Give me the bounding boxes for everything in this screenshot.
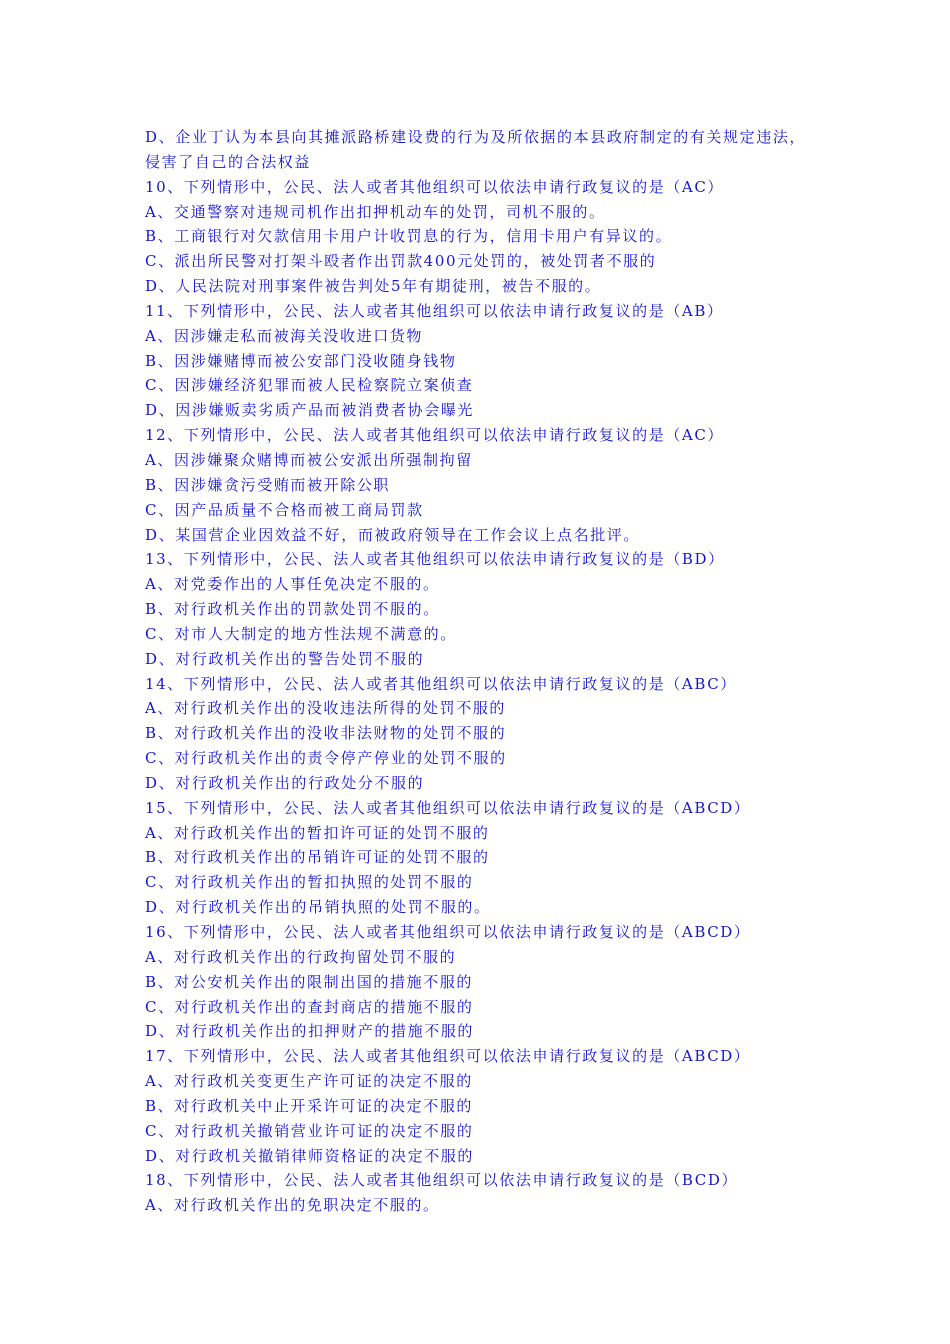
option-line: A、因涉嫌走私而被海关没收进口货物 — [145, 326, 424, 345]
question-line: 10、下列情形中，公民、法人或者其他组织可以依法申请行政复议的是（AC） — [145, 177, 724, 196]
question-line: 18、下列情形中，公民、法人或者其他组织可以依法申请行政复议的是（BCD） — [145, 1171, 739, 1190]
option-line: D、因涉嫌贩卖劣质产品而被消费者协会曝光 — [145, 401, 475, 420]
option-line: C、派出所民警对打架斗殴者作出罚款400元处罚的，被处罚者不服的 — [145, 252, 657, 271]
option-line: C、对行政机关作出的责令停产停业的处罚不服的 — [145, 749, 507, 768]
question-line: 12、下列情形中，公民、法人或者其他组织可以依法申请行政复议的是（AC） — [145, 426, 724, 445]
option-line: C、对行政机关作出的暂扣执照的处罚不服的 — [145, 873, 474, 892]
option-line: C、对行政机关作出的查封商店的措施不服的 — [145, 997, 474, 1016]
document-body — [145, 125, 825, 1218]
option-line: D、人民法院对刑事案件被告判处5年有期徒刑，被告不服的。 — [145, 277, 602, 296]
question-line: 16、下列情形中，公民、法人或者其他组织可以依法申请行政复议的是（ABCD） — [145, 923, 751, 941]
option-line: C、因产品质量不合格而被工商局罚款 — [145, 500, 424, 519]
option-line: A、对行政机关作出的没收违法所得的处罚不服的 — [145, 699, 507, 718]
option-line: D、对行政机关作出的行政处分不服的 — [145, 773, 425, 792]
option-line: A、对行政机关作出的免职决定不服的。 — [145, 1196, 440, 1215]
option-line: C、因涉嫌经济犯罪而被人民检察院立案侦查 — [145, 376, 474, 395]
option-line: D、对行政机关作出的扣押财产的措施不服的 — [145, 1022, 475, 1041]
option-line: A、对行政机关作出的暂扣许可证的处罚不服的 — [145, 823, 490, 842]
option-line: D、对行政机关撤销律师资格证的决定不服的 — [145, 1146, 475, 1165]
question-line: 11、下列情形中，公民、法人或者其他组织可以依法申请行政复议的是（AB） — [145, 301, 724, 320]
question-line: 13、下列情形中，公民、法人或者其他组织可以依法申请行政复议的是（BD） — [145, 550, 725, 569]
option-line: A、交通警察对违规司机作出扣押机动车的处罚，司机不服的。 — [145, 202, 606, 221]
option-line: B、对行政机关作出的罚款处罚不服的。 — [145, 600, 440, 619]
option-line: A、对行政机关作出的行政拘留处罚不服的 — [145, 947, 457, 966]
option-line: 侵害了自己的合法权益 — [145, 152, 312, 171]
option-line: A、对党委作出的人事任免决定不服的。 — [145, 575, 440, 594]
option-line: A、对行政机关变更生产许可证的决定不服的 — [145, 1072, 473, 1091]
option-line: D、某国营企业因效益不好，而被政府领导在工作会议上点名批评。 — [145, 525, 641, 544]
option-line: B、对行政机关作出的吊销许可证的处罚不服的 — [145, 848, 490, 867]
option-line: B、对公安机关作出的限制出国的措施不服的 — [145, 972, 474, 991]
option-line: B、因涉嫌赌博而被公安部门没收随身钱物 — [145, 351, 457, 370]
option-line: D、对行政机关作出的吊销执照的处罚不服的。 — [145, 898, 491, 917]
option-line: D、对行政机关作出的警告处罚不服的 — [145, 649, 425, 668]
option-line: B、因涉嫌贪污受贿而被开除公职 — [145, 475, 391, 494]
option-line: C、对行政机关撤销营业许可证的决定不服的 — [145, 1121, 474, 1140]
question-line: 14、下列情形中，公民、法人或者其他组织可以依法申请行政复议的是（ABC） — [145, 674, 737, 693]
option-line: B、对行政机关中止开采许可证的决定不服的 — [145, 1096, 474, 1115]
question-line: 15、下列情形中，公民、法人或者其他组织可以依法申请行政复议的是（ABCD） — [145, 798, 751, 817]
option-line: A、因涉嫌聚众赌博而被公安派出所强制拘留 — [145, 450, 473, 469]
option-line: B、对行政机关作出的没收非法财物的处罚不服的 — [145, 724, 507, 743]
option-line: C、对市人大制定的地方性法规不满意的。 — [145, 624, 457, 643]
question-line: 17、下列情形中，公民、法人或者其他组织可以依法申请行政复议的是（ABCD） — [145, 1047, 751, 1066]
option-line: D、企业丁认为本县向其摊派路桥建设费的行为及所依据的本县政府制定的有关规定违法， — [145, 128, 807, 146]
option-line: B、工商银行对欠款信用卡用户计收罚息的行为，信用卡用户有异议的。 — [145, 227, 673, 246]
